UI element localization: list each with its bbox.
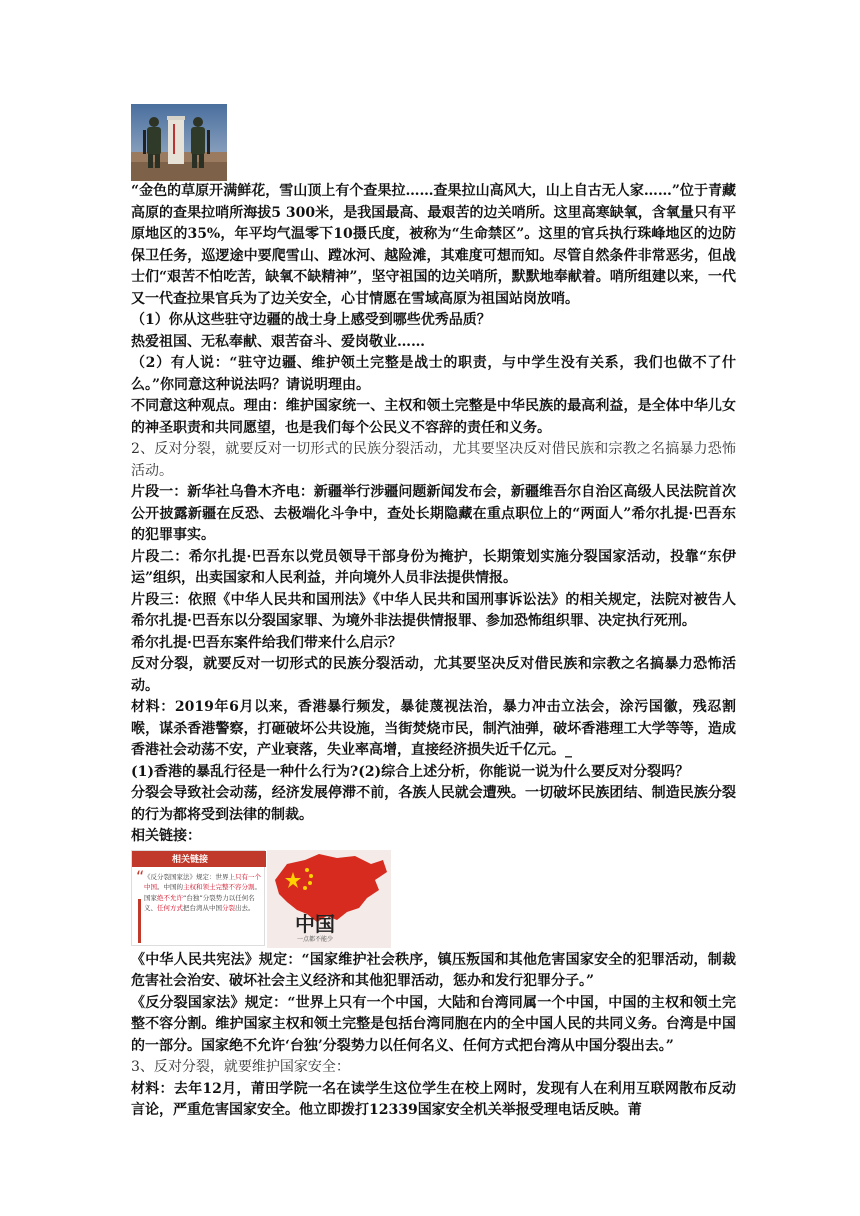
- case-question: 希尔扎提·巴吾东案件给我们带来什么启示？: [131, 634, 402, 651]
- related-links-images: [131, 850, 736, 948]
- hongkong-answer: 分裂会导致社会动荡，经济发展停滞不前，各族人民就会遭殃。一切破坏民族团结、制造民族分裂的行为都将受到法律的制裁。: [131, 785, 736, 823]
- case-answer: 反对分裂，就要反对一切形式的民族分裂活动，尤其要坚决反对借民族和宗教之名搞暴力恐怖活动。: [131, 656, 736, 694]
- link-text-b: 只有一个中国: [144, 872, 261, 891]
- related-links-label: 相关链接：: [131, 828, 201, 844]
- constitution-quote: 《中华人民共宪法》规定：“国家维护社会秩序，镇压叛国和其他危害国家安全的犯罪活动，制裁危害社会治安、破坏社会主义经济和其他犯罪活动，惩办和发行犯罪分子。”: [131, 951, 736, 989]
- map-subtitle: 一点都不能少: [297, 935, 334, 943]
- anti-secession-law-card: [131, 850, 265, 946]
- anti-secession-quote: 《反分裂国家法》规定：“世界上只有一个中国，大陆和台湾同属一个中国，中国的主权和领土完整不容分割。维护国家主权和领土完整是包括台湾同胞在内的全中国人民的共同义务。台湾是中国的一部分。国家绝不允许‘台独’分裂势力以任何名义、任何方式把台湾从中国分裂出去。”: [131, 994, 736, 1054]
- border-guard-illustration: [131, 104, 227, 181]
- link-card-side-bar: [138, 899, 141, 943]
- paragraph-chaguola: “金色的草原开满鲜花，雪山顶上有个查果拉……查果拉山高风大，山上自古无人家……”位于青藏高原的查果拉哨所海拔5 300米，是我国最高、最艰苦的边关哨所。这里高寒缺氧，含氧量只有平原地区的35%，年平均气温零下10摄氏度，被称为“生命禁区”。这里的官兵执行珠峰地区的边防保卫任务，巡逻途中要爬雪山、蹚冰河、越险滩，其难度可想而知。尽管自然条件非常恶劣，但战士们“艰苦不怕吃苦，缺氧不缺精神”，坚守祖国的边关哨所，默默地奉献着。哨所组建以来，一代又一代查拉果官兵为了边关安全，心甘情愿在雪域高原为祖国站岗放哨。: [131, 183, 736, 307]
- answer-2: 不同意这种观点。理由：维护国家统一、主权和领土完整是中华民族的最高利益，是全体中华儿女的神圣职责和共同愿望，也是我们每个公民义不容辞的责任和义务。: [131, 398, 736, 436]
- document-body: [131, 104, 736, 1122]
- link-text-i: 把台湾从中国: [183, 904, 222, 912]
- question-1: （1）你从这些驻守边疆的战士身上感受到哪些优秀品质？: [131, 312, 491, 328]
- link-card-text: [144, 872, 262, 914]
- hongkong-question: (1)香港的暴乱行径是一种什么行为?(2)综合上述分析，你能说一说为什么要反对分裂吗？: [131, 763, 690, 780]
- link-card-header-text: 相关链接: [172, 854, 209, 865]
- section-2-heading: 2、反对分裂，就要反对一切形式的民族分裂活动，尤其要坚决反对借民族和宗教之名搞暴力恐怖活动。: [131, 441, 736, 479]
- question-2: （2）有人说：“驻守边疆、维护领土完整是战士的职责，与中学生没有关系，我们也做不了什么。”你同意这种说法吗？请说明理由。: [131, 355, 736, 393]
- link-text-j: 分裂: [222, 904, 235, 912]
- answer-1: 热爱祖国、无私奉献、艰苦奋斗、爱岗敬业……: [131, 333, 425, 350]
- link-text-g: “台独”分裂势力以任何名义、: [144, 893, 255, 912]
- fragment-1: 片段一：新华社乌鲁木齐电：新疆举行涉疆问题新闻发布会，新疆维吾尔自治区高级人民法院首次公开披露新疆在反恐、去极端化斗争中，查处长期隐藏在重点职位上的“两面人”希尔扎提·巴吾东的犯罪事实。: [131, 484, 736, 543]
- link-text-d: 主权和领土完整不容分割: [183, 883, 255, 891]
- link-text-h: 任何方式: [157, 904, 183, 912]
- putian-material: 材料：去年12月，莆田学院一名在读学生这位学生在校上网时，发现有人在利用互联网散布反动言论，严重危害国家安全。他立即拨打12339国家安全机关举报受理电话反映。莆: [131, 1080, 736, 1118]
- border-guard-photo: [131, 104, 227, 181]
- link-text-f: 绝不允许: [157, 893, 183, 902]
- link-text-a: 《反分裂国家法》规定：世界上: [144, 872, 235, 881]
- link-text-k: 出去。: [235, 904, 255, 912]
- section-3-heading: 3、反对分裂，就要维护国家安全：: [131, 1059, 350, 1075]
- link-text-e: 。国家: [144, 883, 261, 902]
- quote-mark-icon: “: [136, 866, 145, 886]
- link-card-header: [132, 851, 266, 867]
- link-text-c: 。中国的: [157, 883, 183, 891]
- fragment-3: 片段三：依照《中华人民共和国刑法》《中华人民共和国刑事诉讼法》的相关规定，法院对被告人希尔扎提·巴吾东以分裂国家罪、为境外非法提供情报罪、参加恐怖组织罪、决定执行死刑。: [131, 591, 736, 629]
- map-title: 中国: [295, 911, 335, 936]
- fragment-2: 片段二：希尔扎提·巴吾东以党员领导干部身份为掩护，长期策划实施分裂国家活动，投靠“东伊运”组织，出卖国家和人民利益，并向境外人员非法提供情报。: [131, 548, 736, 586]
- hongkong-material: 材料：2019年6月以来，香港暴行频发，暴徒蔑视法治，暴力冲击立法会，涂污国徽，残忍割喉，谋杀香港警察，打砸破坏公共设施，当街焚烧市民，制汽油弹，破坏香港理工大学等等，造成香港社会动荡不安，产业衰落，失业率高增，直接经济损失近千亿元。_: [131, 699, 736, 758]
- china-map-card: [267, 850, 391, 948]
